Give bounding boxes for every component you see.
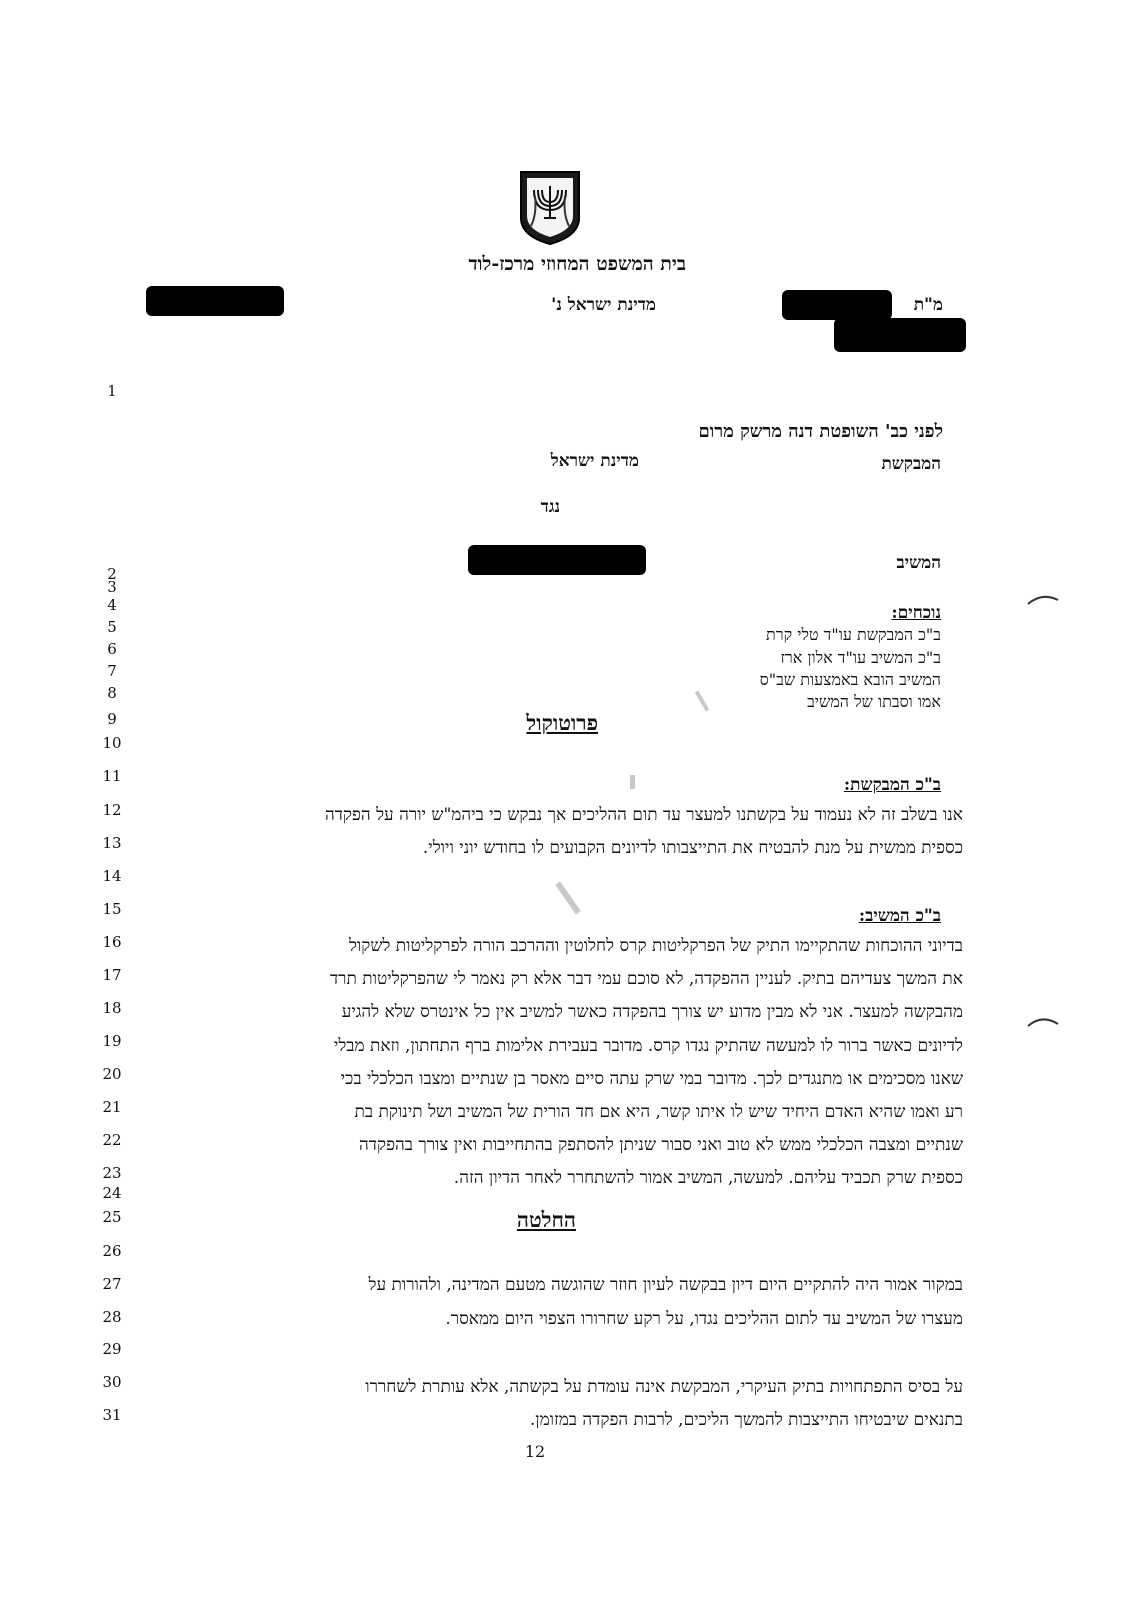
respondent-counsel-line: שאנו מסכימים או מתנגדים לכך. מדובר במי שרק עתה סיים מאסר בן שנתיים ומצבו הכלכלי בכי bbox=[340, 1069, 963, 1089]
line-number: 31 bbox=[102, 1406, 122, 1424]
respondent-counsel-line: בדיוני ההוכחות שהתקיימו התיק של הפרקליטות קרס לחלוטין וההרכב הורה לפרקליטות לשקול bbox=[348, 936, 963, 956]
line-number: 26 bbox=[102, 1242, 122, 1260]
scan-artifact bbox=[1024, 1012, 1064, 1032]
line-number: 16 bbox=[102, 933, 122, 951]
redaction-block bbox=[834, 318, 966, 352]
line-number: 7 bbox=[107, 662, 117, 680]
line-number: 19 bbox=[102, 1032, 122, 1050]
respondent-counsel-line: את המשך צעדיהם בתיק. לעניין ההפקדה, לא סוכם עמי דבר אלא רק נאמר לי שהפרקליטות תרד bbox=[329, 969, 963, 989]
page-number: 12 bbox=[524, 1442, 546, 1461]
scan-artifact bbox=[630, 775, 635, 789]
decision-line: בתנאים שיבטיחו התייצבות להמשך הליכים, לרבות הפקדה במזומן. bbox=[529, 1410, 963, 1430]
petitioner-label: המבקשת bbox=[881, 454, 941, 474]
decision-line: מעצרו של המשיב עד לתום ההליכים נגדו, על רקע שחרורו הצפוי היום ממאסר. bbox=[445, 1309, 963, 1329]
line-number: 18 bbox=[102, 999, 122, 1017]
line-number: 27 bbox=[102, 1275, 122, 1293]
line-number: 9 bbox=[107, 710, 117, 728]
decision-line: במקור אמור היה להתקיים היום דיון בבקשה לעיון חוזר שהוגשה מטעם המדינה, ולהורות על bbox=[368, 1275, 963, 1295]
scan-artifact bbox=[1024, 590, 1064, 610]
redaction-block bbox=[146, 286, 284, 316]
line-number: 14 bbox=[102, 867, 122, 885]
line-number: 13 bbox=[102, 834, 122, 852]
line-number: 2 bbox=[107, 565, 117, 583]
scan-artifact bbox=[695, 690, 709, 711]
scan-artifact bbox=[555, 882, 581, 915]
line-number: 1 bbox=[107, 382, 117, 400]
redaction-block bbox=[782, 290, 892, 320]
line-number: 23 bbox=[102, 1164, 122, 1182]
line-number: 4 bbox=[107, 596, 117, 614]
respondent-counsel-line: לדיונים כאשר ברור לו למעשה שהתיק נגדו קרס. מדובר בעבירת אלימות ברף התחתון, וזאת מבלי bbox=[333, 1036, 963, 1056]
line-number: 25 bbox=[102, 1208, 122, 1226]
menorah-emblem-icon bbox=[517, 166, 583, 246]
judge-line: לפני כב' השופטת דנה מרשק מרום bbox=[698, 421, 943, 442]
petitioner-name: מדינת ישראל bbox=[550, 451, 639, 471]
line-number: 20 bbox=[102, 1065, 122, 1083]
redaction-block bbox=[468, 545, 646, 575]
respondent-counsel-line: כספית שרק תכביד עליהם. למעשה, המשיב אמור להשתחרר לאחר הדיון הזה. bbox=[453, 1168, 963, 1188]
decision-line: על בסיס התפתחויות בתיק העיקרי, המבקשת אינה עומדת על בקשתה, אלא עותרת לשחררו bbox=[365, 1377, 963, 1397]
case-title: מדינת ישראל נ' bbox=[551, 295, 656, 315]
protocol-title: פרוטוקול bbox=[526, 710, 598, 735]
line-number: 17 bbox=[102, 966, 122, 984]
line-number: 6 bbox=[107, 640, 117, 658]
decision-title: החלטה bbox=[516, 1207, 576, 1232]
line-number: 11 bbox=[102, 767, 122, 785]
line-number: 29 bbox=[102, 1340, 122, 1358]
attendees-heading: נוכחים: bbox=[891, 603, 941, 623]
line-number: 30 bbox=[102, 1373, 122, 1391]
line-number: 12 bbox=[102, 801, 122, 819]
respondent-counsel-line: רע ואמו שהיא האדם היחיד שיש לו איתו קשר, היא אם חד הורית של המשיב ושל תינוקת בת bbox=[354, 1102, 963, 1122]
line-number: 15 bbox=[102, 900, 122, 918]
attendee-item: אמו וסבתו של המשיב bbox=[807, 692, 941, 711]
petitioner-counsel-line: אנו בשלב זה לא נעמוד על בקשתנו למעצר עד תום ההליכים אך נבקש כי ביהמ"ש יורה על הפקדה bbox=[324, 805, 963, 825]
line-number: 10 bbox=[102, 734, 122, 752]
petitioner-counsel-line: כספית ממשית על מנת להבטיח את התייצבותו לדיונים הקבועים לו בחודש יוני ויולי. bbox=[422, 838, 963, 858]
attendee-item: ב"כ המשיב עו"ד אלון ארז bbox=[780, 648, 941, 667]
respondent-counsel-line: שנתיים ומצבה הכלכלי ממש לא טוב ואני סבור שניתן להסתפק בהתחייבות ואין צורך בהפקדה bbox=[359, 1135, 963, 1155]
line-number: 21 bbox=[102, 1098, 122, 1116]
line-number: 8 bbox=[107, 684, 117, 702]
line-number: 5 bbox=[107, 618, 117, 636]
attendee-item: ב"כ המבקשת עו"ד טלי קרת bbox=[765, 625, 941, 644]
respondent-counsel-heading: ב"כ המשיב: bbox=[858, 906, 941, 926]
line-number: 24 bbox=[102, 1184, 122, 1202]
case-prefix: מ"ת bbox=[913, 295, 943, 315]
state-emblem bbox=[517, 166, 583, 246]
respondent-label: המשיב bbox=[896, 553, 941, 573]
respondent-counsel-line: מהבקשה למעצר. אני לא מבין מדוע יש צורך בהפקדה כאשר למשיב אין כל אינטרס שלא להגיע bbox=[341, 1002, 963, 1022]
court-name: בית המשפט המחוזי מרכז-לוד bbox=[468, 253, 686, 275]
line-number: 22 bbox=[102, 1131, 122, 1149]
petitioner-counsel-heading: ב"כ המבקשת: bbox=[843, 775, 941, 795]
versus-label: נגד bbox=[540, 497, 560, 517]
line-number: 3 bbox=[107, 578, 117, 596]
attendee-item: המשיב הובא באמצעות שב"ס bbox=[759, 670, 941, 689]
line-number: 28 bbox=[102, 1308, 122, 1326]
